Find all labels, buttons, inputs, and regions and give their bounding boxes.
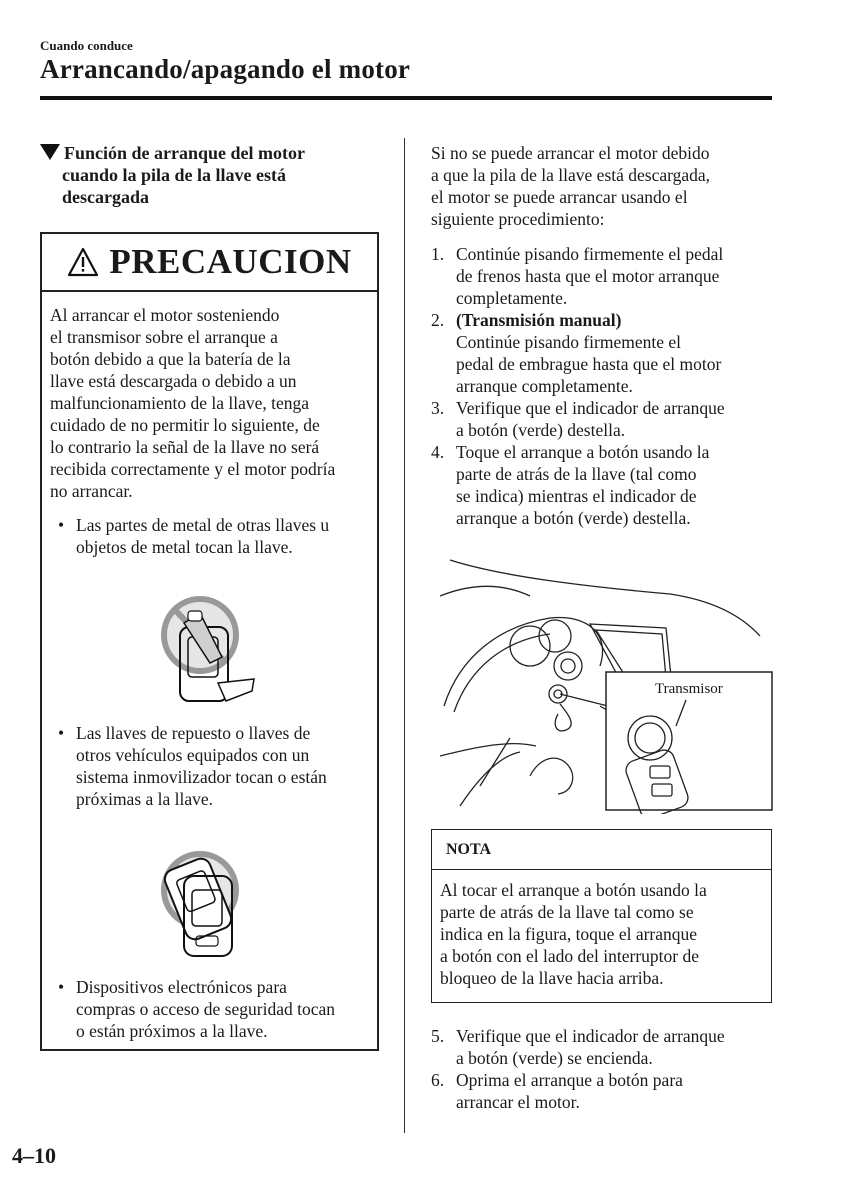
key-metal-object-illustration: [156, 589, 268, 709]
note-line: parte de atrás de la llave tal como se: [440, 902, 694, 922]
spare-keys-illustration: [156, 844, 268, 964]
step-line: a botón (verde) se encienda.: [456, 1048, 653, 1068]
note-box: [431, 829, 772, 1003]
step-number: 1.: [431, 244, 445, 264]
step-item: [431, 441, 771, 529]
step-item: [431, 397, 771, 441]
step-line: Continúe pisando firmemente el: [456, 332, 682, 352]
step-line: a botón (verde) destella.: [456, 420, 626, 440]
step-line: Oprima el arranque a botón para: [456, 1070, 683, 1090]
caution-line: botón debido a que la batería de la: [50, 349, 291, 369]
step-number: 2.: [431, 310, 445, 330]
bullet-line: sistema inmovilizador tocan o están: [76, 767, 327, 787]
step-line: arranque a botón (verde) destella.: [456, 508, 691, 528]
caution-line: recibida correctamente y el motor podría: [50, 459, 336, 479]
bullet-dot: •: [58, 515, 65, 535]
intro-line: Si no se puede arrancar el motor debido: [431, 143, 710, 163]
caution-header: [42, 234, 377, 292]
subheading-line: cuando la pila de la llave está: [62, 165, 287, 185]
step-line: Verifique que el indicador de arranque: [456, 398, 725, 418]
note-title: NOTA: [432, 830, 771, 870]
step-line: arrancar el motor.: [456, 1092, 580, 1112]
step-item: [431, 243, 771, 309]
step-item: [431, 1069, 771, 1113]
column-divider: [404, 138, 405, 1133]
dashboard-illustration: [440, 556, 774, 814]
step-line: se indica) mientras el indicador de: [456, 486, 697, 506]
bullet-line: Dispositivos electrónicos para: [76, 977, 287, 997]
step-item: [431, 309, 771, 397]
step-line: Toque el arranque a botón usando la: [456, 442, 710, 462]
subheading-line: Función de arranque del motor: [64, 143, 305, 163]
down-triangle-icon: [40, 144, 60, 160]
note-line: bloqueo de la llave hacia arriba.: [440, 968, 664, 988]
caution-title: PRECAUCION: [109, 242, 352, 281]
step-number: 3.: [431, 398, 445, 418]
bullet-line: compras o acceso de seguridad tocan: [76, 999, 335, 1019]
warning-triangle-icon: [67, 247, 99, 277]
step-subheading: (Transmisión manual): [456, 310, 622, 330]
step-line: de frenos hasta que el motor arranque: [456, 266, 720, 286]
right-intro: [431, 142, 761, 230]
step-line: Continúe pisando firmemente el pedal: [456, 244, 724, 264]
step-line: Verifique que el indicador de arranque: [456, 1026, 725, 1046]
page-title: Arrancando/apagando el motor: [40, 54, 411, 84]
intro-line: a que la pila de la llave está descargada,: [431, 165, 711, 185]
caution-bullet: [56, 514, 376, 558]
bullet-line: o están próximos a la llave.: [76, 1021, 268, 1041]
caution-line: no arrancar.: [50, 481, 133, 501]
caution-intro: [50, 304, 372, 502]
bullet-line: próximas a la llave.: [76, 789, 214, 809]
page-number: 4–10: [12, 1143, 56, 1168]
intro-line: el motor se puede arrancar usando el: [431, 187, 688, 207]
caution-box: [40, 232, 379, 1051]
steps-list-continued: [431, 1025, 771, 1113]
subheading: [40, 142, 380, 208]
caution-line: malfuncionamiento de la llave, tenga: [50, 393, 309, 413]
bullet-line: Las llaves de repuesto o llaves de: [76, 723, 311, 743]
note-line: Al tocar el arranque a botón usando la: [440, 880, 707, 900]
caution-line: cuidado de no permitir lo siguiente, de: [50, 415, 320, 435]
note-body: [432, 870, 771, 989]
step-line: arranque completamente.: [456, 376, 633, 396]
note-line: a botón con el lado del interruptor de: [440, 946, 700, 966]
step-number: 4.: [431, 442, 445, 462]
caution-line: lo contrario la señal de la llave no será: [50, 437, 320, 457]
step-item: [431, 1025, 771, 1069]
step-line: completamente.: [456, 288, 568, 308]
bullet-dot: •: [58, 723, 65, 743]
caution-bullet: [56, 976, 376, 1042]
caution-line: el transmisor sobre el arranque a: [50, 327, 278, 347]
bullet-line: Las partes de metal de otras llaves u: [76, 515, 330, 535]
subheading-line: descargada: [62, 187, 149, 207]
step-number: 5.: [431, 1026, 445, 1046]
bullet-line: otros vehículos equipados con un: [76, 745, 310, 765]
step-line: pedal de embrague hasta que el motor: [456, 354, 722, 374]
steps-list: [431, 243, 771, 529]
caution-line: llave está descargada o debido a un: [50, 371, 297, 391]
step-line: parte de atrás de la llave (tal como: [456, 464, 697, 484]
title-rule: [40, 96, 772, 100]
step-number: 6.: [431, 1070, 445, 1090]
bullet-line: objetos de metal tocan la llave.: [76, 537, 293, 557]
bullet-dot: •: [58, 977, 65, 997]
caution-bullet: [56, 722, 376, 810]
intro-line: siguiente procedimiento:: [431, 209, 605, 229]
note-line: indica en la figura, toque el arranque: [440, 924, 698, 944]
section-label: Cuando conduce: [40, 38, 133, 53]
caution-line: Al arrancar el motor sosteniendo: [50, 305, 280, 325]
transmitter-label: Transmisor: [655, 681, 723, 697]
